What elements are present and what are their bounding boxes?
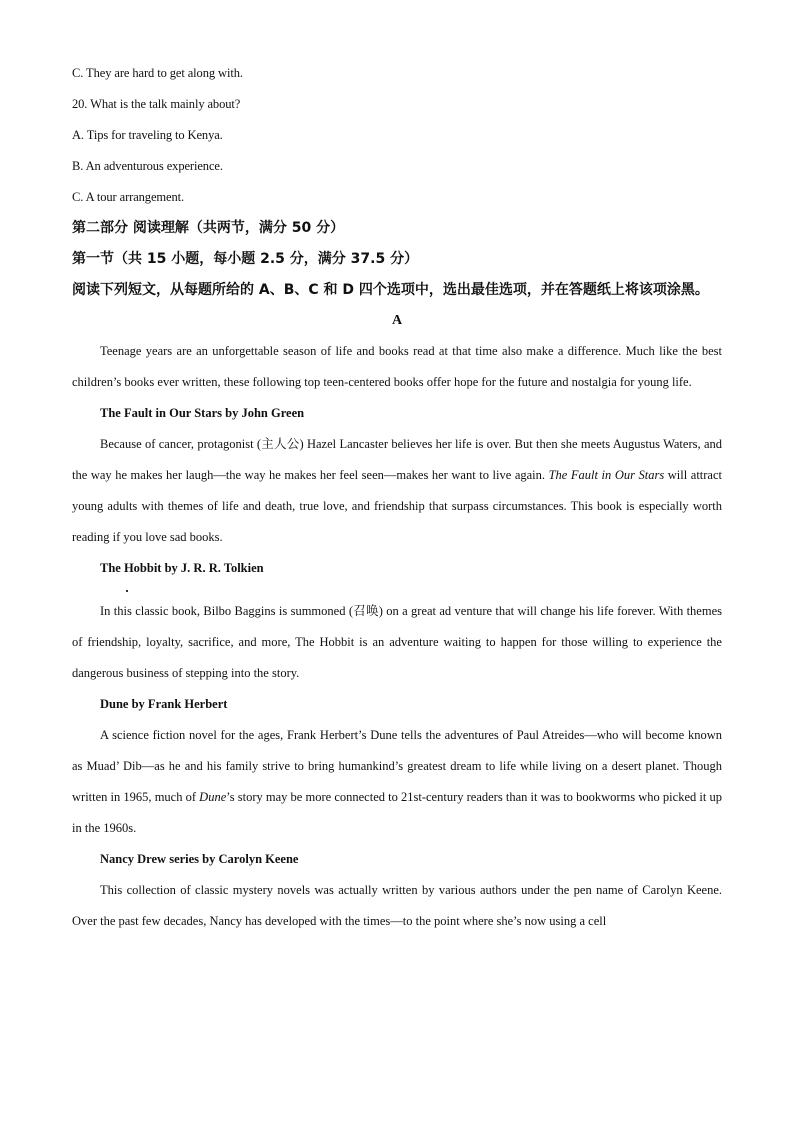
instruction: 阅读下列短文，从每题所给的 A、B、C 和 D 四个选项中，选出最佳选项，并在答题纸上将该项涂黑。 [72, 282, 709, 298]
question-20-option-a: A. Tips for traveling to Kenya. [72, 128, 223, 142]
book-title: The Hobbit by J. R. R. Tolkien [100, 561, 264, 575]
subsection-title: 第一节（共 15 小题，每小题 2.5 分，满分 37.5 分） [72, 251, 419, 267]
passage-label: A [391, 313, 403, 328]
book-title: Dune by Frank Herbert [100, 697, 228, 711]
question-20-stem: 20. What is the talk mainly about? [72, 97, 241, 111]
part-title: 第二部分 阅读理解（共两节，满分 50 分） [72, 220, 345, 236]
passage-intro: Teenage years are an unforgettable season of life and books read at that time also make a difference. Much like the best children’s books ever written, these following top teen-centered books offer hope for the future and nostalgia for young life. [72, 344, 722, 389]
question-20-option-c: C. A tour arrangement. [72, 190, 185, 204]
scan-dot [126, 590, 128, 592]
book-title: Nancy Drew series by Carolyn Keene [100, 852, 299, 866]
book-description: A science fiction novel for the ages, Frank Herbert’s Dune tells the adventures of Paul Atreides—who will become known as Muad’ Dib—as he and his family strive to bring humankind’s greatest dream to life while living on a desert planet. Though written in 1965, much of Dune’s story may be more connected to 21st-century readers than it was to bookworms who picked it up in the 1960s. [72, 728, 722, 835]
book-description: This collection of classic mystery novels was actually written by various authors under the pen name of Carolyn Keene. Over the past few decades, Nancy has developed with the times—to the point where she’s now using a cell [72, 883, 722, 928]
document-page [72, 58, 722, 937]
question-20-option-b: B. An adventurous experience. [72, 159, 223, 173]
book-title: The Fault in Our Stars by John Green [100, 406, 305, 420]
book-description: Because of cancer, protagonist (主人公) Hazel Lancaster believes her life is over. But then she meets Augustus Waters, and the way he makes her laugh—the way he makes her feel seen—makes her want to live again. The Fault in Our Stars will attract young adults with themes of life and death, true love, and friendship that surpass circumstances. This book is especially worth reading if you love sad books. [72, 437, 723, 544]
spacer [72, 584, 722, 596]
book-description: In this classic book, Bilbo Baggins is summoned (召唤) on a great ad venture that will change his life forever. With themes of friendship, loyalty, sacrifice, and more, The Hobbit is an adventure waiting to happen for those willing to experience the dangerous business of stepping into the story. [72, 604, 722, 680]
option-c-prev: C. They are hard to get along with. [72, 66, 243, 80]
